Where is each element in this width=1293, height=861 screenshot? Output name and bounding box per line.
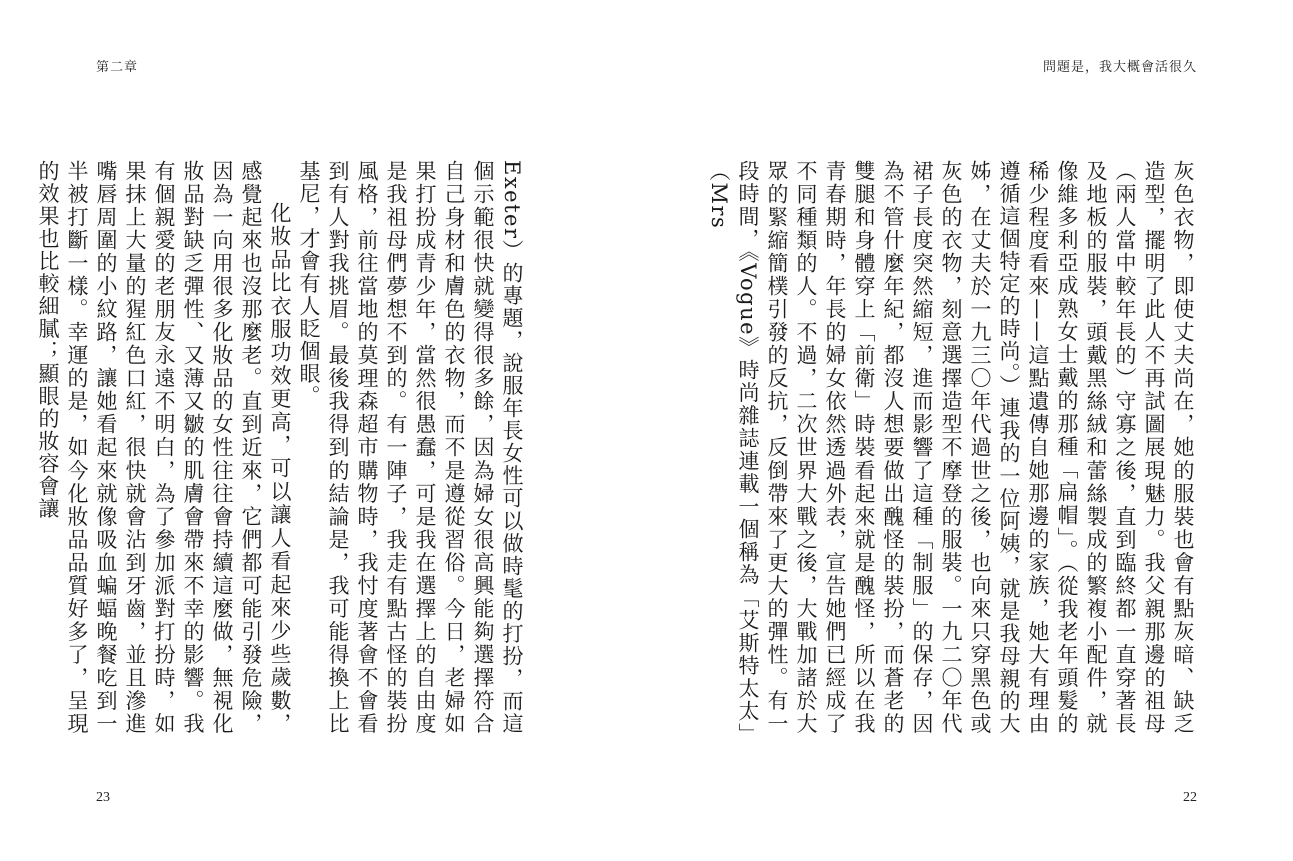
left-page-paragraph-2: 化妝品比衣服功效更高，可以讓人看起來少些歲數，感覺起來也沒那麼老。直到近來，它們都可能引發危險，因為一向用很多化妝品的女性往往會持續這麼做，無視化妝品對缺乏彈性、又薄又皺的肌膚會帶來不幸的影響。我有個親愛的老朋友永遠不明白，為了參加派對打扮時，如果抹上大量的猩紅色口紅，很快就會沾到牙齒，並且滲進嘴唇周圍的小紋路，讓她看起來就像吸血蝙蝠晚餐吃到一半被打斷一樣。幸運的是，如今化妝品品質好多了，呈現的效果也比較細膩；顯眼的妝容會讓 [36, 160, 292, 735]
left-page-body [36, 160, 526, 735]
right-page-paragraph-1: 灰色衣物，即使丈夫尚在，她的服裝也會有點灰暗、缺乏造型，擺明了此人不再試圖展現魅力。我父親那邊的祖母（兩人當中較年長的）守寡之後，直到臨終都一直穿著長及地板的服裝，頭戴黑絲絨和蕾絲製成的繁複小配件，就像維多利亞成熟女士戴的那種「扁帽」。（從我老年頭髮的稀少程度看來——這點遺傳自她那邊的家族，她大有理由遵循這個特定的時尚。）連我的一位阿姨，就是我母親的大姊，在丈夫於一九三〇年代過世之後，也向來只穿黑色或灰色的衣物，刻意選擇造型不摩登的服裝。一九二〇年代裙子長度突然縮短，進而影響了這種「制服」的保存，因為不管什麼年紀，都沒人想要做出醜怪的裝扮，而蒼老的雙腿和身體穿上「前衛」時裝看起來就是醜怪，所以在我青春期時，年長的婦女依然透過外表，宣告她們已經成了不同種類的人。不過，二次世界大戰之後，大戰加諸於大眾的緊縮簡樸引發的反抗，反倒帶來了更大的彈性。有一段時間，《Vogue》時尚雜誌連載一個稱為「艾斯特太太」（Mrs [707, 160, 1195, 735]
left-page-paragraph-1: Exeter）的專題，說服年長女性可以做時髦的打扮，而這個示範很快就變得很多餘，因為婦女很高興能夠選擇符合自己身材和膚色的衣物，而不是遵從習俗。今日，老婦如果打扮成青少年，當然很愚蠢，可是我在選擇上的自由度是我祖母們夢想不到的。有一陣子，我走有點古怪的裝扮風格，前往當地的莫理森超市購物時，我忖度著會不會看到有人對我挑眉。最後我得到的結論是，我可能得換上比基尼，才會有人眨個眼。 [297, 160, 524, 735]
chapter-header: 第二章 [96, 60, 139, 75]
book-title-header: 問題是，我大概會活很久 [1042, 60, 1197, 75]
right-page-body [707, 160, 1197, 735]
page-number-left: 23 [96, 790, 110, 805]
page-number-right: 22 [1183, 790, 1197, 805]
